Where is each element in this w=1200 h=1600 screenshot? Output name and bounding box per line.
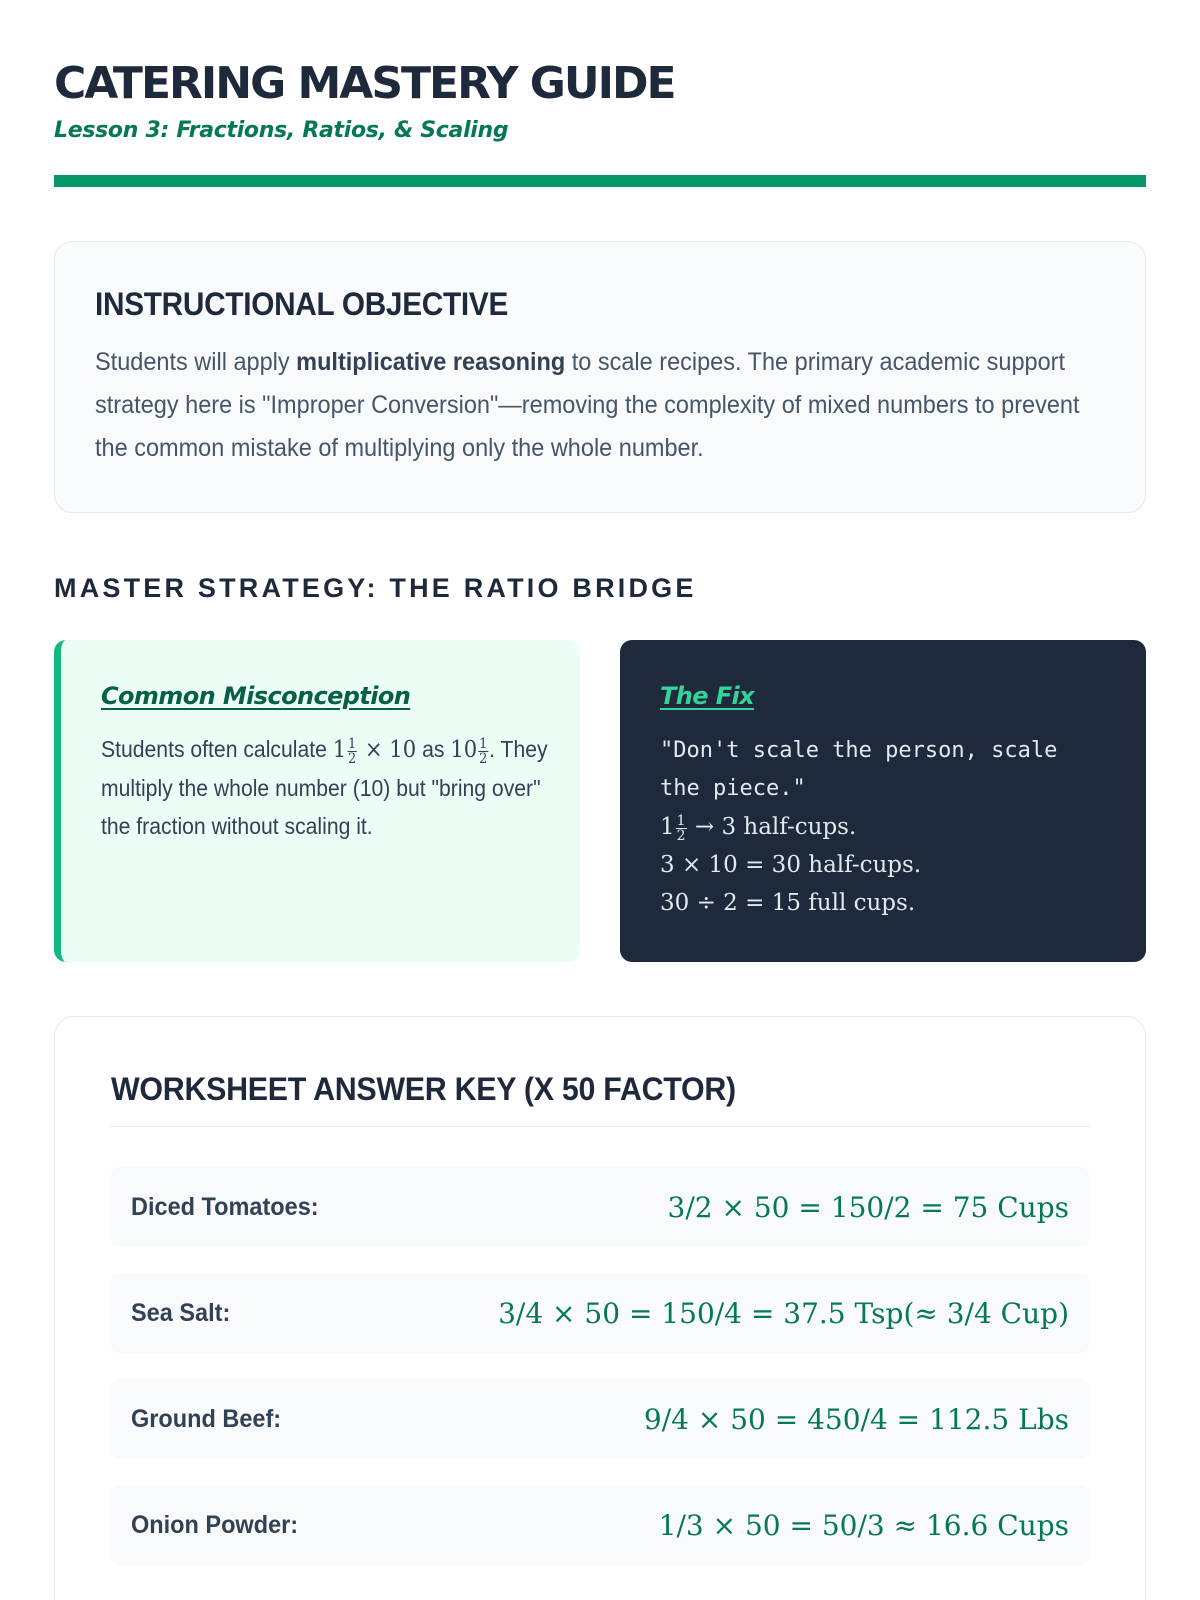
fix-quote: "Don't scale the person, scale the piece." [660, 738, 1058, 801]
answer-key-card [54, 1016, 1146, 1600]
misconception-part3: . They multiply the whole number (10) but "bring over" the fraction without scaling it. [101, 736, 548, 839]
step1-den: 2 [676, 827, 686, 844]
misconception-math1 [332, 735, 417, 767]
misconception-card [54, 640, 580, 962]
answer-label: Ground Beef: [131, 1404, 282, 1433]
misconception-body [101, 730, 561, 845]
answer-value: 1/3 × 50 = 50/3 ≈ 16.6 Cups [658, 1508, 1069, 1542]
strategy-cards [54, 640, 1146, 962]
answer-row [111, 1273, 1089, 1353]
objective-text-after: to scale recipes. The primary academic support strategy here is "Improper Conversion"—removing the complexity of mixed numbers to prevent the common mistake of multiplying only the whole number. [95, 348, 1080, 462]
answer-label: Diced Tomatoes: [131, 1192, 319, 1221]
answer-key-heading: WORKSHEET ANSWER KEY (X 50 FACTOR) [111, 1071, 736, 1107]
step1-whole: 1 [660, 814, 675, 840]
fix-step-3: 30 ÷ 2 = 15 full cups. [660, 890, 916, 916]
header [54, 0, 1146, 187]
math1-den: 2 [348, 750, 357, 767]
math1-rest: × 10 [358, 737, 417, 763]
objective-text-before: Students will apply [95, 348, 297, 376]
objective-heading: INSTRUCTIONAL OBJECTIVE [95, 286, 509, 322]
answer-label: Onion Powder: [131, 1510, 299, 1539]
answer-row [111, 1485, 1089, 1565]
math1-fraction [347, 737, 357, 766]
answer-value: 3/4 × 50 = 150/4 = 37.5 Tsp(≈ 3/4 Cup) [498, 1296, 1069, 1330]
math2-den: 2 [479, 750, 488, 767]
answer-key-divider [111, 1126, 1089, 1127]
page-title: CATERING MASTERY GUIDE [54, 58, 675, 109]
answer-key-rows [111, 1167, 1089, 1565]
math1-whole: 1 [332, 737, 347, 763]
answer-row [111, 1379, 1089, 1459]
objective-text-bold: multiplicative reasoning [296, 348, 566, 376]
strategy-heading: MASTER STRATEGY: THE RATIO BRIDGE [54, 573, 697, 603]
math2-num: 1 [479, 735, 488, 752]
answer-value: 9/4 × 50 = 450/4 = 112.5 Lbs [643, 1402, 1069, 1436]
answer-value: 3/2 × 50 = 150/2 = 75 Cups [667, 1190, 1069, 1224]
answer-row [111, 1167, 1089, 1247]
misconception-math2 [450, 735, 489, 767]
step1-num: 1 [676, 812, 686, 829]
math2-whole: 10 [450, 737, 478, 763]
objective-text [95, 341, 1110, 470]
answer-label: Sea Salt: [131, 1298, 231, 1327]
step1-fraction [676, 814, 687, 843]
step1-rest: → 3 half-cups. [687, 814, 857, 840]
fix-title: The Fix [660, 682, 754, 710]
fix-step-2: 3 × 10 = 30 half-cups. [660, 852, 922, 878]
page-subtitle: Lesson 3: Fractions, Ratios, & Scaling [54, 118, 509, 143]
header-rule [54, 175, 1146, 187]
math1-num: 1 [348, 735, 357, 752]
misconception-title: Common Misconception [101, 682, 411, 710]
fix-step-1 [660, 808, 1116, 846]
math2-fraction [478, 737, 488, 766]
misconception-part2: as [416, 736, 451, 762]
objective-card [54, 241, 1146, 513]
misconception-part1: Students often calculate [101, 736, 333, 762]
fix-card [620, 640, 1146, 962]
